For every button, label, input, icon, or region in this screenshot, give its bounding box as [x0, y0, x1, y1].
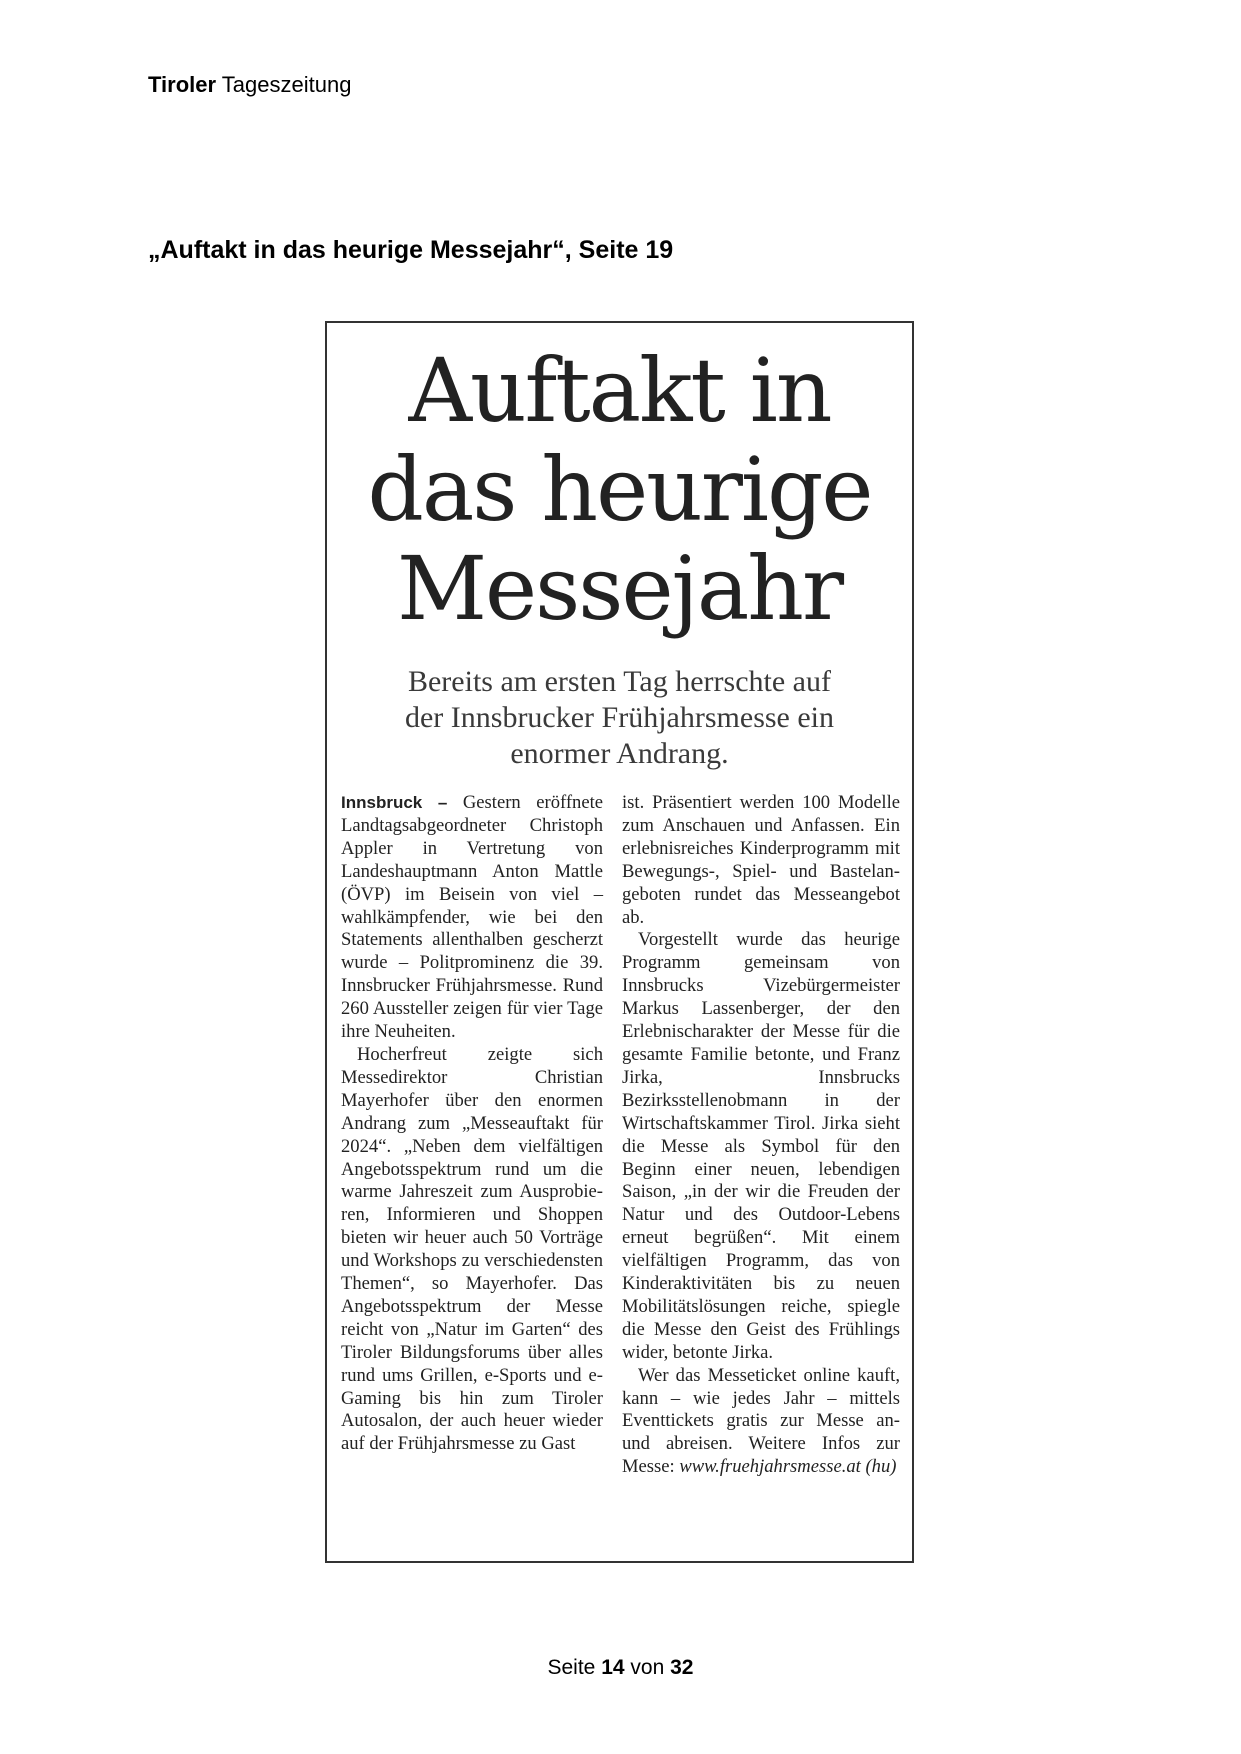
headline-line: das heurige [367, 438, 872, 541]
website-url: www.fruehjahrsmesse.at [679, 1456, 861, 1478]
article-paragraph [622, 1365, 900, 1480]
page-number-footer [0, 1656, 1241, 1680]
publication-name-rest: Tageszeitung [221, 72, 352, 97]
article-paragraph: Hocherfreut zeigte sich Messedirektor Christian Mayerhofer über den enormen Andrang zum „Messeauftakt für 2024“. „Neben dem vielfältigen Angebotsspektrum rund um die warme Jahreszeit zum Ausprobieren, Informieren und Shoppen bieten wir heuer auch 50 Vorträge und Workshops zu verschiedensten Themen“, so Mayerhofer. Das Angebotsspektrum der Messe reicht von „Natur im Garten“ des Tiroler Bildungsforums über alles rund ums Grillen, e-Sports und e-Gaming bis hin zum Tiroler Autosalon, der auch heuer wieder auf der Frühjahrsmesse zu Gast [341, 1043, 603, 1455]
subhead-line: Bereits am ersten Tag herrschte auf [407, 665, 831, 698]
newspaper-clipping [325, 321, 914, 1563]
article-reference-title: „Auftakt in das heurige Messejahr“, Seite 19 [148, 236, 674, 264]
paragraph-text: Wer das Messeticket online kauft, kann – wie jedes Jahr – mittels Eventtickets gratis zur Messe an- und abreisen. Weitere Infos zur Messe: [622, 1364, 900, 1478]
article-paragraph: ist. Präsentiert werden 100 Modelle zum Anschauen und Anfassen. Ein erlebnisreiches Kinderprogramm mit Bewegungs-, Spiel- und Bastelangeboten rundet das Messeangebot ab. [622, 792, 900, 928]
author-initials: (hu) [865, 1456, 897, 1478]
article-column-right [622, 792, 900, 1479]
subhead-line: enormer Andrang. [510, 737, 729, 770]
headline-line: Auftakt in [408, 339, 831, 442]
headline-line: Messejahr [396, 537, 843, 640]
paragraph-text: Gestern eröffnete Landtagsabgeordneter Christoph Appler in Vertretung von Landeshauptmann Anton Mattle (ÖVP) im Beisein von viel – wahlkämpfender, wie bei den Statements allenthalben gescherzt wurde – Politprominenz die 39. Innsbrucker Frühjahrsmesse. Rund 260 Aussteller zeigen für vier Tage ihre Neuheiten. [341, 792, 604, 1043]
publication-header [148, 72, 351, 98]
publication-name-bold: Tiroler [148, 72, 217, 97]
footer-prefix: Seite [547, 1656, 596, 1679]
current-page-number: 14 [601, 1656, 625, 1679]
article-subheadline [347, 664, 892, 772]
article-headline [327, 341, 912, 638]
article-paragraph [341, 792, 603, 1044]
article-paragraph: Vorgestellt wurde das heurige Programm gemeinsam von Innsbrucks Vizebürgermeister Markus Lassenberger, der den Erlebnischarakter der Messe für die gesamte Familie betonte, und Franz Jirka, Innsbrucks Bezirksstellenobmann in der Wirtschaftskammer Tirol. Jirka sieht die Messe als Symbol für den Beginn einer neuen, lebendigen Saison, „in der wir die Freuden der Natur und des Outdoor-Lebens erneut begrüßen“. Mit einem vielfältigen Programm, das von Kinderaktivitäten bis zu neuen Mobilitätslösungen reiche, spiegle die Messe den Geist des Frühlings wider, betonte Jirka. [622, 929, 900, 1363]
total-page-number: 32 [670, 1656, 694, 1679]
subhead-line: der Innsbrucker Frühjahrsmesse ein [404, 701, 835, 734]
footer-mid: von [630, 1656, 665, 1679]
dateline: Innsbruck – [341, 793, 448, 812]
article-column-left [341, 792, 603, 1456]
